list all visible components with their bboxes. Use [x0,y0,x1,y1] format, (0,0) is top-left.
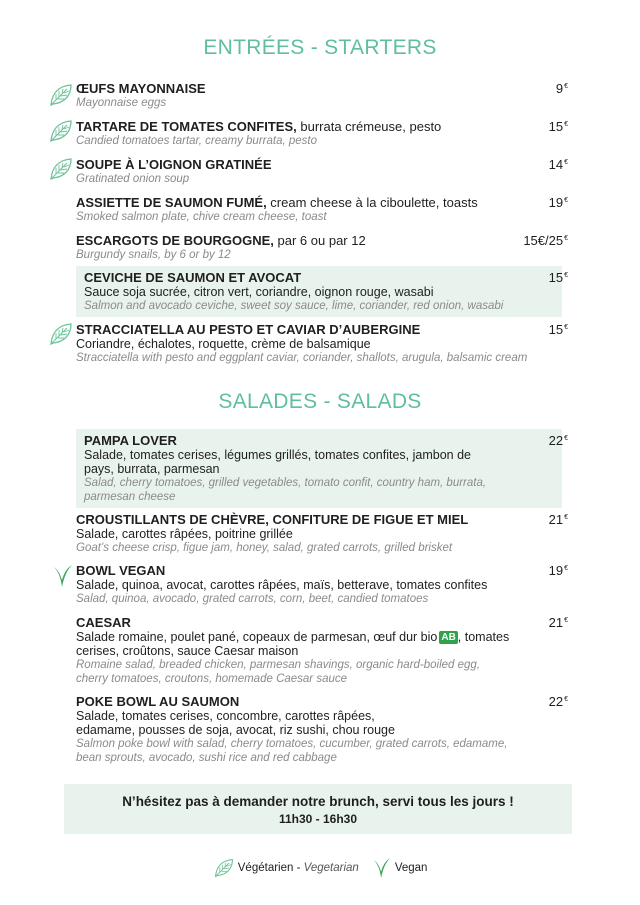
item-name: CROUSTILLANTS DE CHÈVRE, CONFITURE DE FIGUE ET MIEL [76,512,469,527]
brunch-hours: 11h30 - 16h30 [278,812,358,826]
item-desc-fr: Salade, quinoa, avocat, carottes râpées, maïs, betterave, tomates confites [76,578,488,592]
menu-item [76,233,566,262]
menu-item [76,563,566,606]
salads-title: SALADES - SALADS [218,390,422,413]
item-name: ŒUFS MAYONNAISE [76,81,206,96]
item-price: 22€ [548,694,568,709]
item-name: CEVICHE DE SAUMON ET AVOCAT [84,270,302,285]
item-desc-en: Salmon and avocado ceviche, sweet soy sauce, lime, coriander, red onion, wasabi [84,300,504,312]
menu-item [76,119,566,148]
menu-item [76,615,566,686]
menu-item [76,195,566,224]
vegetarian-leaf-icon [48,82,74,108]
starters-title: ENTRÉES - STARTERS [203,36,437,59]
item-desc-en: Mayonnaise eggs [76,97,167,109]
vegetarian-leaf-icon [213,857,235,879]
item-name: CAESAR [76,615,131,630]
legend-vegetarian-en: Vegetarian [303,862,359,874]
item-desc-en: Salad, quinoa, avocado, grated carrots, corn, beet, candied tomatoes [76,593,429,605]
vegan-icon [52,563,74,589]
menu-item-highlighted [76,429,562,508]
item-desc-en: Romaine salad, breaded chicken, parmesan shavings, organic hard-boiled egg, cherry tomatoes, croutons, homemade Caesar sauce [76,659,481,685]
item-name: SOUPE À L’OIGNON GRATINÉE [76,157,272,172]
brunch-text: N’hésitez pas à demander notre brunch, servi tous les jours ! [122,794,514,809]
item-desc-en: Salmon poke bowl with salad, cherry tomatoes, cucumber, grated carrots, edamame, bean sprouts, avocado, sushi rice and red cabbage [76,738,508,764]
item-desc-en: Smoked salmon plate, chive cream cheese, toast [76,211,327,223]
item-desc-fr: Salade, tomates cerises, concombre, carottes râpées, edamame, pousses de soja, avocat, riz sushi, chou rouge [76,709,395,737]
item-price: 15€ [548,119,568,134]
vegetarian-leaf-icon [48,321,74,347]
item-price: 19€ [548,563,568,578]
item-price: 15€ [548,322,568,337]
item-desc-en: Salad, cherry tomatoes, grilled vegetables, tomato confit, country ham, burrata, parmesan cheese [84,477,487,503]
item-desc-fr: Coriandre, échalotes, roquette, crème de balsamique [76,337,371,351]
item-name-extra: cream cheese à la ciboulette, toasts [266,195,478,210]
menu-item [76,322,566,365]
vegetarian-leaf-icon [48,118,74,144]
vegan-icon [372,856,392,880]
legend [0,856,640,880]
item-desc-fr: Sauce soja sucrée, citron vert, coriandre, oignon rouge, wasabi [84,285,434,299]
item-desc-en: Stracciatella with pesto and eggplant caviar, coriander, shallots, arugula, balsamic cream [76,352,528,364]
item-desc-fr: Salade romaine, poulet pané, copeaux de parmesan, œuf dur bio AB , tomates cerises, croûtons, sauce Caesar maison [76,630,510,658]
vegetarian-leaf-icon [48,156,74,182]
brunch-banner [64,784,572,834]
menu-item [76,81,566,110]
menu-item-highlighted [76,266,562,317]
item-price: 22€ [548,433,568,448]
item-name-extra: par 6 ou par 12 [273,233,366,248]
menu-item [76,694,566,765]
item-desc-en: Gratinated onion soup [76,173,190,185]
item-name: PAMPA LOVER [84,433,177,448]
item-name: ASSIETTE DE SAUMON FUMÉ, [76,195,267,210]
item-price: 21€ [548,615,568,630]
menu-item [76,157,566,186]
item-name: TARTARE DE TOMATES CONFITES, [76,119,297,134]
legend-vegetarian-fr: Végétarien - [237,862,304,874]
item-price: 9€ [555,81,568,96]
item-price: 21€ [548,512,568,527]
organic-ab-badge: AB [441,632,456,643]
item-desc-fr: Salade, tomates cerises, légumes grillés, tomates confites, jambon de pays, burrata, parmesan [84,448,471,476]
item-price: 15€/25€ [523,233,568,248]
item-desc-en: Candied tomatoes tartar, creamy burrata, pesto [76,135,317,147]
item-price: 19€ [548,195,568,210]
item-name-extra: burrata crémeuse, pesto [296,119,442,134]
item-desc-fr: Salade, carottes râpées, poitrine grillée [76,527,293,541]
item-desc-en: Goat’s cheese crisp, figue jam, honey, salad, grated carrots, grilled brisket [76,542,453,554]
item-name: STRACCIATELLA AU PESTO ET CAVIAR D’AUBERGINE [76,322,421,337]
item-name: ESCARGOTS DE BOURGOGNE, [76,233,274,248]
menu-item [76,512,566,555]
item-price: 15€ [548,270,568,285]
item-name: BOWL VEGAN [76,563,166,578]
item-name: POKE BOWL AU SAUMON [76,694,240,709]
legend-vegan: Vegan [394,862,428,874]
item-price: 14€ [548,157,568,172]
item-desc-en: Burgundy snails, by 6 or by 12 [76,249,231,261]
